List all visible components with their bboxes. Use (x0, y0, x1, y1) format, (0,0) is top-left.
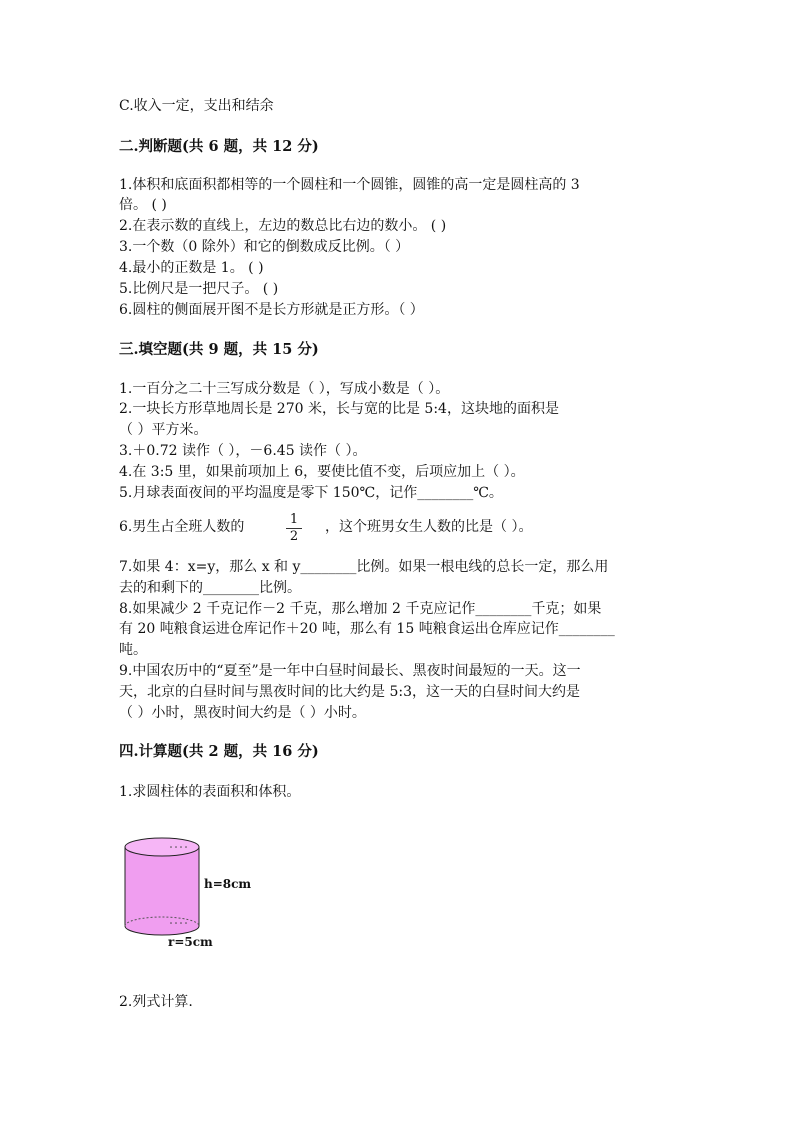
fill-item-2: 2.一块长方形草地周长是 270 米，长与宽的比是 5:4，这块地的面积是 (119, 401, 559, 417)
fraction-denominator: 2 (289, 529, 299, 544)
judge-item-2: 2.在表示数的直线上，左边的数总比右边的数小。 ( ) (119, 218, 447, 234)
calc-item-2: 2.列式计算. (119, 994, 193, 1010)
option-c: C.收入一定，支出和结余 (119, 98, 274, 114)
fill-item-6-lead: 6.男生占全班人数的 (119, 519, 245, 535)
fill-item-1: 1.一百分之二十三写成分数是（ ），写成小数是（ ）。 (119, 381, 450, 397)
fill-item-8-end: 吨。 (119, 642, 147, 658)
radius-label: r=5cm (168, 935, 213, 949)
top-center-dots (170, 846, 172, 848)
calc-item-1: 1.求圆柱体的表面积和体积。 (119, 784, 301, 800)
fill-item-8-cont: 有 20 吨粮食运进仓库记作＋20 吨，那么有 15 吨粮食运出仓库应记作________ (119, 621, 615, 637)
cylinder-top (125, 838, 199, 856)
fill-item-9-cont: 天，北京的白昼时间与黑夜时间的比大约是 5:3，这一天的白昼时间大约是 (119, 684, 580, 700)
fraction-one-half (286, 513, 302, 544)
fill-item-8: 8.如果减少 2 千克记作－2 千克，那么增加 2 千克应记作________千克；如果 (119, 601, 602, 617)
judge-item-1-cont: 倍。 ( ) (119, 197, 167, 213)
bottom-center-dots (170, 922, 172, 924)
fill-item-9-end: （ ）小时，黑夜时间大约是（ ）小时。 (119, 705, 366, 721)
fill-item-7: 7.如果 4：x=y，那么 x 和 y________比例。如果一根电线的总长一定，那么用 (119, 559, 609, 575)
judge-item-1: 1.体积和底面积都相等的一个圆柱和一个圆锥，圆锥的高一定是圆柱高的 3 (119, 177, 580, 193)
fraction-numerator: 1 (286, 513, 302, 529)
fill-item-2-cont: （ ）平方米。 (119, 422, 208, 438)
fill-item-6-tail: ，这个班男女生人数的比是（ ）。 (325, 519, 533, 535)
judge-item-6: 6.圆柱的侧面展开图不是长方形就是正方形。（ ） (119, 302, 424, 318)
fill-item-5: 5.月球表面夜间的平均温度是零下 150℃，记作________℃。 (119, 485, 503, 501)
cylinder-body (125, 847, 199, 935)
judge-item-3: 3.一个数（0 除外）和它的倒数成反比例。（ ） (119, 239, 410, 255)
height-label: h=8cm (204, 877, 252, 891)
fill-item-7-cont: 去的和剩下的________比例。 (119, 580, 301, 596)
section-3-title: 三.填空题(共 9 题，共 15 分) (119, 341, 319, 358)
fill-item-4: 4.在 3:5 里，如果前项加上 6，要使比值不变，后项应加上（ ）。 (119, 464, 525, 480)
judge-item-4: 4.最小的正数是 1。 ( ) (119, 260, 264, 276)
fill-item-9: 9.中国农历中的“夏至”是一年中白昼时间最长、黑夜时间最短的一天。这一 (119, 663, 581, 679)
section-4-title: 四.计算题(共 2 题，共 16 分) (119, 743, 319, 760)
fill-item-3: 3.＋0.72 读作（ ），－6.45 读作（ ）。 (119, 443, 367, 459)
judge-item-5: 5.比例尺是一把尺子。 ( ) (119, 281, 279, 297)
section-2-title: 二.判断题(共 6 题，共 12 分) (119, 138, 319, 155)
cylinder-figure (115, 830, 255, 955)
